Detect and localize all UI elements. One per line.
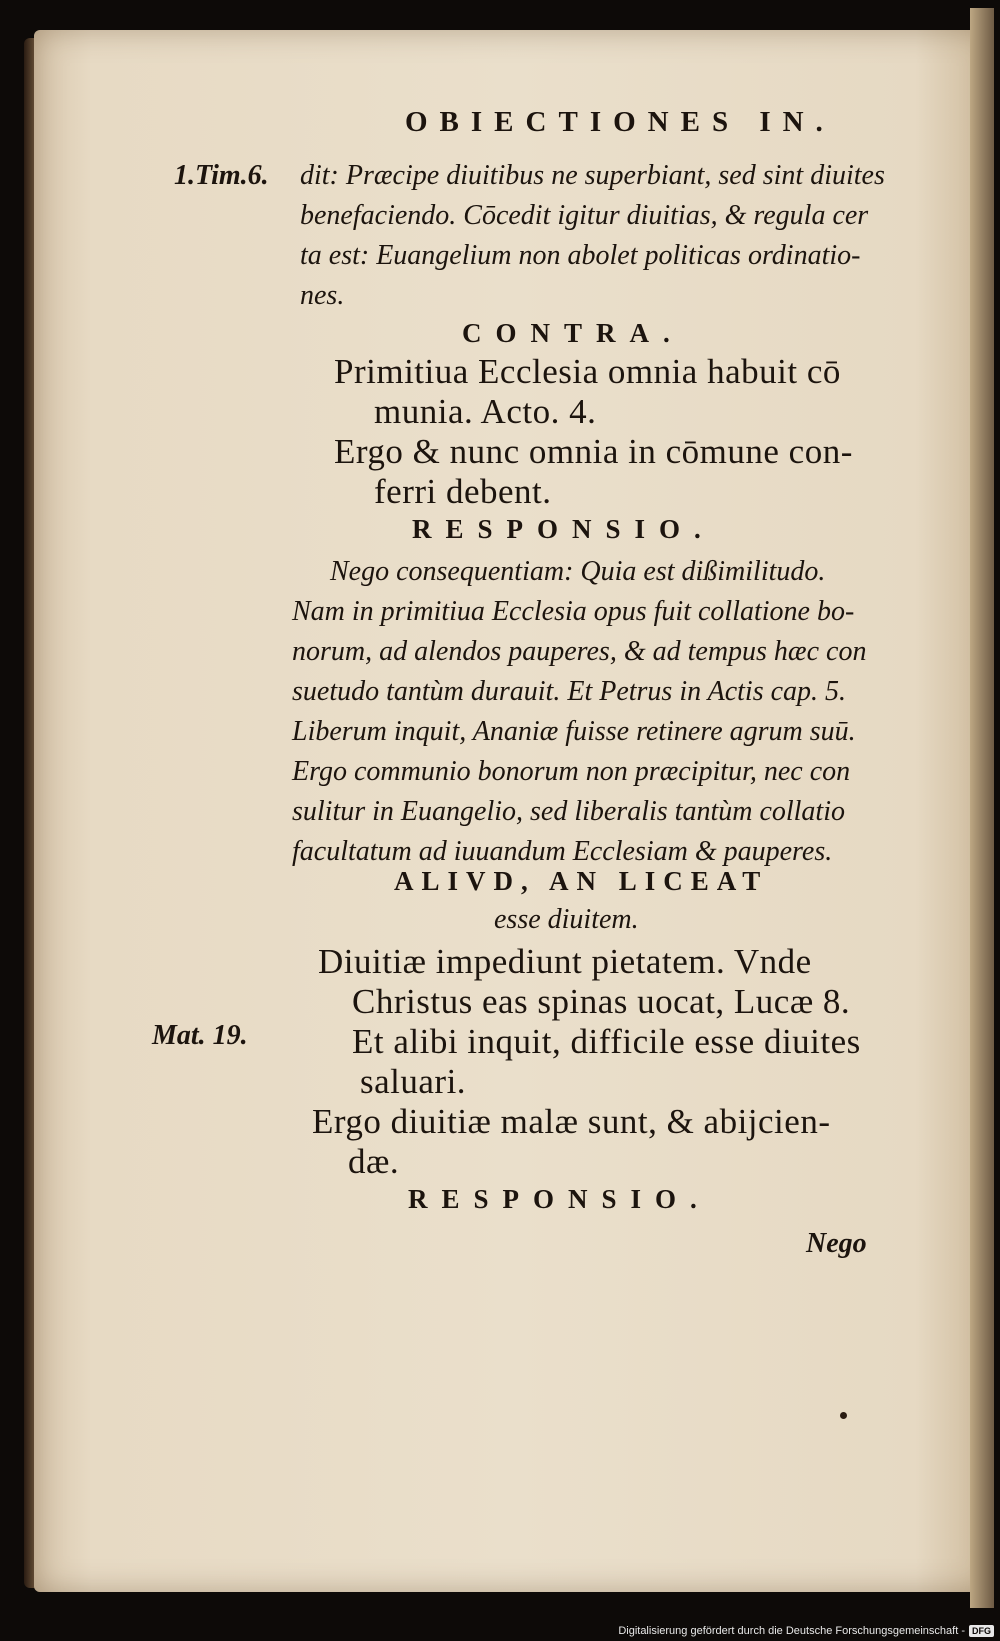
body-line: munia. Acto. 4. (374, 392, 597, 431)
body-line: facultatum ad iuuandum Ecclesiam & pauperes. (292, 836, 833, 867)
margin-note-tim: 1.Tim.6. (174, 160, 269, 191)
body-line: sulitur in Euangelio, sed liberalis tantùm collatio (292, 796, 845, 827)
heading-contra: CONTRA. (462, 318, 684, 348)
body-line: benefaciendo. Cōcedit igitur diuitias, & regula cer (300, 200, 869, 231)
body-line: Nam in primitiua Ecclesia opus fuit collatione bo- (292, 596, 855, 627)
dfg-logo: DFG (969, 1625, 994, 1637)
body-line: ferri debent. (374, 472, 552, 511)
body-line: suetudo tantùm durauit. Et Petrus in Actis cap. 5. (292, 676, 847, 707)
ink-speck (840, 1412, 847, 1419)
body-line: Christus eas spinas uocat, Lucæ 8. (352, 982, 851, 1021)
body-line: dæ. (348, 1142, 400, 1181)
heading-aliud: ALIVD, AN LICEAT (394, 866, 769, 896)
digitization-credit (618, 1625, 994, 1637)
heading-responsio-2: RESPONSIO. (408, 1184, 711, 1214)
body-line: Ergo & nunc omnia in cōmune con- (334, 432, 853, 471)
catchword: Nego (806, 1228, 867, 1259)
margin-note-mat: Mat. 19. (152, 1020, 248, 1051)
body-line: dit: Præcipe diuitibus ne superbiant, sed sint diuites (300, 160, 885, 191)
body-line: Nego consequentiam: Quia est dißimilitudo. (330, 556, 826, 587)
body-line: Ergo diuitiæ malæ sunt, & abijcien- (312, 1102, 831, 1141)
body-line: Liberum inquit, Ananiæ fuisse retinere agrum suū. (292, 716, 856, 747)
running-title: OBIECTIONES IN. (405, 106, 835, 138)
body-line: Primitiua Ecclesia omnia habuit cō (334, 352, 841, 391)
body-line: ta est: Euangelium non abolet politicas ordinatio- (300, 240, 861, 271)
body-line: nes. (300, 280, 345, 311)
body-line: Ergo communio bonorum non præcipitur, nec con (292, 756, 851, 787)
body-line: Diuitiæ impediunt pietatem. Vnde (318, 942, 812, 981)
subheading-aliud: esse diuitem. (494, 904, 639, 935)
heading-responsio: RESPONSIO. (412, 514, 715, 544)
body-line: saluari. (360, 1062, 467, 1101)
body-line: Et alibi inquit, difficile esse diuites (352, 1022, 861, 1061)
body-line: norum, ad alendos pauperes, & ad tempus hæc con (292, 636, 867, 667)
page-fore-edge (970, 8, 994, 1608)
credit-text: Digitalisierung gefördert durch die Deutsche Forschungsgemeinschaft - (618, 1625, 965, 1637)
